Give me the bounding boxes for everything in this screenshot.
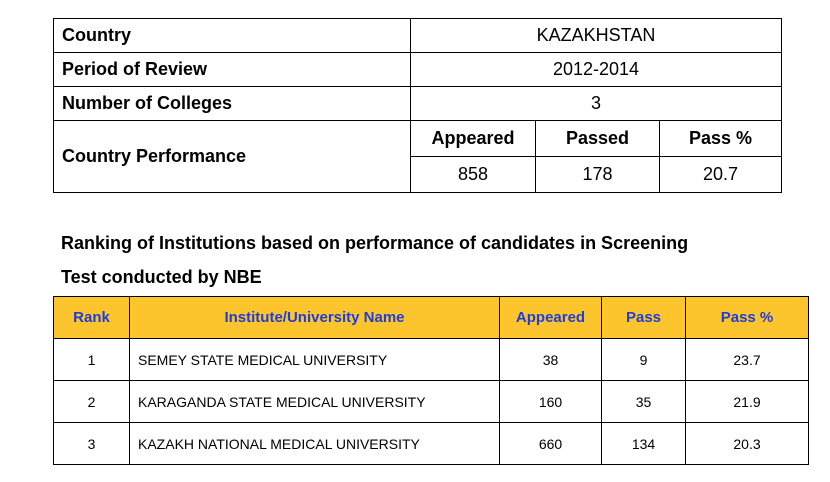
appeared-cell: 660: [500, 423, 602, 465]
pass-pct-column-header: Pass %: [686, 297, 809, 339]
country-summary-table: [53, 18, 782, 193]
colleges-value: 3: [411, 87, 782, 121]
ranking-heading-line-1: Ranking of Institutions based on performance of candidates in Screening: [61, 233, 689, 253]
performance-appeared-header: Appeared: [411, 121, 536, 157]
pass-cell: 35: [602, 381, 686, 423]
pass-cell: 134: [602, 423, 686, 465]
name-column-header: Institute/University Name: [130, 297, 500, 339]
summary-row-country: [54, 19, 782, 53]
rank-column-header: Rank: [54, 297, 130, 339]
period-label: Period of Review: [54, 53, 411, 87]
institute-name-cell: KAZAKH NATIONAL MEDICAL UNIVERSITY: [130, 423, 500, 465]
pass-cell: 9: [602, 339, 686, 381]
performance-pass-pct-header: Pass %: [660, 121, 782, 157]
table-row: [54, 339, 809, 381]
pass-pct-cell: 23.7: [686, 339, 809, 381]
rank-cell: 2: [54, 381, 130, 423]
appeared-cell: 38: [500, 339, 602, 381]
appeared-column-header: Appeared: [500, 297, 602, 339]
institute-name-cell: SEMEY STATE MEDICAL UNIVERSITY: [130, 339, 500, 381]
ranking-table: [53, 296, 809, 465]
performance-appeared-value: 858: [411, 157, 536, 193]
summary-row-colleges: [54, 87, 782, 121]
performance-label: Country Performance: [54, 121, 411, 193]
country-label: Country: [54, 19, 411, 53]
table-row: [54, 423, 809, 465]
performance-passed-header: Passed: [536, 121, 660, 157]
pass-pct-cell: 20.3: [686, 423, 809, 465]
appeared-cell: 160: [500, 381, 602, 423]
ranking-heading: [61, 226, 801, 294]
pass-pct-cell: 21.9: [686, 381, 809, 423]
pass-column-header: Pass: [602, 297, 686, 339]
performance-pass-pct-value: 20.7: [660, 157, 782, 193]
period-value: 2012-2014: [411, 53, 782, 87]
ranking-heading-line-2: Test conducted by NBE: [61, 267, 262, 287]
country-value: KAZAKHSTAN: [411, 19, 782, 53]
summary-row-performance-headers: [54, 121, 782, 157]
rank-cell: 3: [54, 423, 130, 465]
ranking-header-row: [54, 297, 809, 339]
colleges-label: Number of Colleges: [54, 87, 411, 121]
performance-passed-value: 178: [536, 157, 660, 193]
summary-row-period: [54, 53, 782, 87]
institute-name-cell: KARAGANDA STATE MEDICAL UNIVERSITY: [130, 381, 500, 423]
rank-cell: 1: [54, 339, 130, 381]
table-row: [54, 381, 809, 423]
